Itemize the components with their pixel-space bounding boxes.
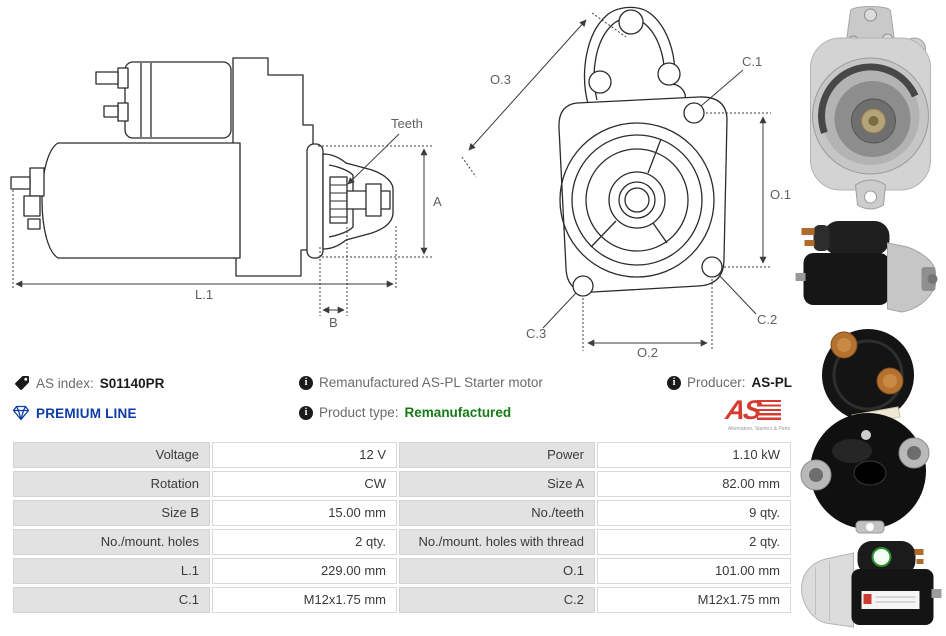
spec-label: Power	[399, 442, 595, 468]
premium-line-row	[12, 405, 137, 421]
table-row	[13, 529, 791, 555]
dim-label-o2: O.2	[637, 345, 658, 360]
spec-label: No./teeth	[399, 500, 595, 526]
producer-label: Producer:	[687, 375, 746, 390]
dim-label-o1: O.1	[770, 187, 791, 202]
tag-icon	[14, 375, 30, 391]
dim-label-a: A	[433, 194, 442, 209]
dim-label-b: B	[329, 315, 338, 330]
spec-label: C.1	[13, 587, 210, 613]
product-type-value: Remanufactured	[404, 405, 512, 420]
premium-line-label: PREMIUM LINE	[36, 405, 137, 421]
spec-label: Size A	[399, 471, 595, 497]
spec-label: Voltage	[13, 442, 210, 468]
as-index-row	[14, 375, 164, 391]
dim-label-c1: C.1	[742, 54, 763, 69]
logo-text: AS	[723, 395, 762, 425]
as-index-value: S01140PR	[99, 375, 165, 391]
info-icon: i	[667, 376, 681, 390]
dim-label-teeth: Teeth	[391, 116, 423, 131]
product-photo-side-view-black[interactable]	[795, 217, 946, 323]
spec-label: Size B	[13, 500, 210, 526]
product-description: Remanufactured AS-PL Starter motor	[319, 375, 543, 390]
spec-value: 101.00 mm	[597, 558, 791, 584]
as-index-label: AS index:	[36, 375, 94, 391]
dim-label-o3: O.3	[490, 72, 511, 87]
spec-label: Rotation	[13, 471, 210, 497]
dim-label-l1: L.1	[195, 287, 214, 302]
dim-label-c3: C.3	[526, 326, 547, 341]
spec-label: No./mount. holes	[13, 529, 210, 555]
spec-label: O.1	[399, 558, 595, 584]
table-row	[13, 587, 791, 613]
spec-value: 15.00 mm	[212, 500, 397, 526]
diamond-icon	[12, 405, 30, 421]
table-row	[13, 500, 791, 526]
front-view-technical-drawing	[440, 0, 800, 360]
table-row	[13, 558, 791, 584]
product-type-label: Product type:	[319, 405, 399, 420]
spec-value: 1.10 kW	[597, 442, 791, 468]
spec-label: L.1	[13, 558, 210, 584]
spec-value: M12x1.75 mm	[212, 587, 397, 613]
spec-value: 12 V	[212, 442, 397, 468]
table-row	[13, 442, 791, 468]
product-type-row	[299, 405, 511, 420]
spec-label: No./mount. holes with thread	[399, 529, 595, 555]
spec-value: 82.00 mm	[597, 471, 791, 497]
product-description-row	[299, 375, 543, 390]
table-row	[13, 471, 791, 497]
spec-value: 229.00 mm	[212, 558, 397, 584]
spec-value: CW	[212, 471, 397, 497]
producer-row	[667, 375, 792, 390]
product-photo-side-view-color[interactable]	[795, 537, 946, 633]
spec-value: M12x1.75 mm	[597, 587, 791, 613]
specifications-table	[11, 439, 793, 616]
spec-value: 2 qty.	[597, 529, 791, 555]
info-icon: i	[299, 406, 313, 420]
product-photo-front-view[interactable]	[795, 3, 946, 215]
as-pl-brand-logo	[723, 395, 792, 436]
producer-value: AS-PL	[751, 375, 793, 390]
product-photo-rear-view[interactable]	[800, 323, 940, 535]
info-icon: i	[299, 376, 313, 390]
dim-label-c2: C.2	[757, 312, 778, 327]
side-view-technical-drawing	[0, 0, 470, 360]
spec-value: 2 qty.	[212, 529, 397, 555]
spec-value: 9 qty.	[597, 500, 791, 526]
spec-label: C.2	[399, 587, 595, 613]
logo-tagline: Alternators, Starters & Parts	[727, 426, 791, 432]
